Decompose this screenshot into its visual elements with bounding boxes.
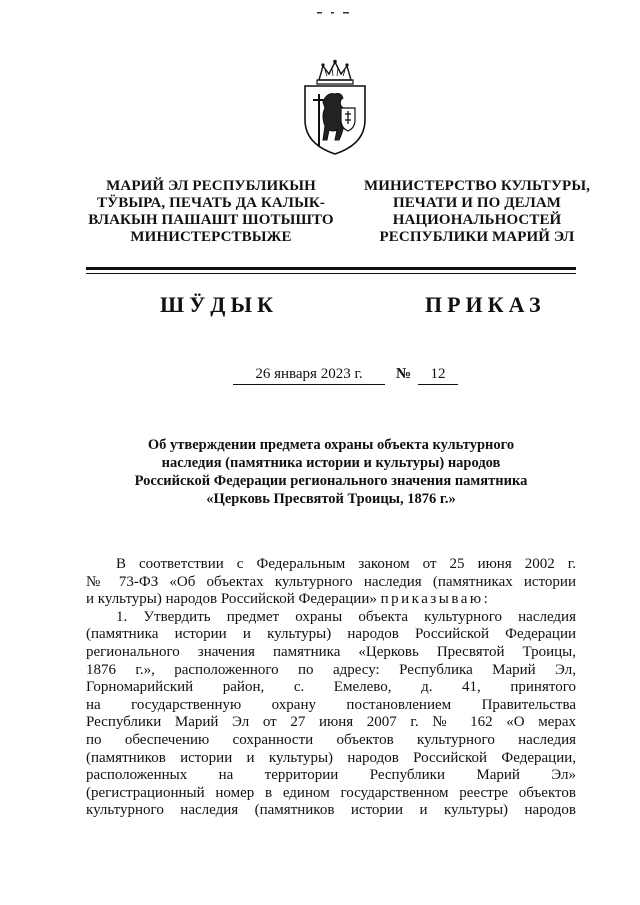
body-line: (памятников истории и культуры) народов Российской Федерации, bbox=[86, 749, 576, 766]
header-left-line: ВЛАКЫН ПАШАШТ ШОТЫШТО bbox=[88, 212, 334, 228]
header-right-line: НАЦИОНАЛЬНОСТЕЙ bbox=[392, 212, 562, 228]
scan-mark bbox=[313, 10, 357, 16]
body-line: Горномарийский район, с. Емелево, д. 41, принятого bbox=[86, 679, 576, 696]
doc-type-mari: ШӰДЫК bbox=[160, 292, 278, 317]
header-right-line: ПЕЧАТИ И ПО ДЕЛАМ bbox=[392, 195, 562, 211]
ministry-name-mari bbox=[86, 178, 336, 246]
order-body bbox=[86, 556, 576, 820]
header-right-line: МИНИСТЕРСТВО КУЛЬТУРЫ, bbox=[363, 178, 591, 194]
title-line: «Церковь Пресвятой Троицы, 1876 г.» bbox=[206, 491, 456, 507]
body-line: 1. Утвердить предмет охраны объекта культурного наследия bbox=[116, 608, 576, 625]
header-left-line: ТӰВЫРА, ПЕЧАТЬ ДА КАЛЫК- bbox=[97, 195, 325, 211]
spaced-word: приказываю bbox=[380, 591, 484, 608]
body-line: (памятника истории и культуры) народов Российской Федерации bbox=[86, 626, 576, 643]
header-right-line: РЕСПУБЛИКИ МАРИЙ ЭЛ bbox=[379, 229, 575, 245]
title-line: наследия (памятника истории и культуры) народов bbox=[161, 455, 501, 471]
ministry-name-russian bbox=[352, 178, 602, 246]
body-line: В соответствии с Федеральным законом от 25 июня 2002 г. bbox=[116, 556, 576, 572]
title-line: Об утверждении предмета охраны объекта культурного bbox=[147, 437, 515, 453]
order-title bbox=[86, 436, 576, 508]
body-line: регионального значения памятника «Церковь Пресвятой Троицы, bbox=[86, 643, 576, 660]
body-line: 1876 г.», расположенного по адресу: Республика Марий Эл, bbox=[86, 661, 576, 678]
title-line: Российской Федерации регионального значения памятника bbox=[134, 473, 528, 489]
header-divider-thin bbox=[86, 273, 576, 274]
body-line: по обеспечению сохранности объектов культурного наследия bbox=[86, 731, 576, 748]
body-text: и культуры) народов Российской Федерации» bbox=[86, 591, 377, 608]
body-line: расположенных на территории Республики Марий Эл» bbox=[86, 767, 576, 784]
body-line: культурного наследия (памятников истории и культуры) народов bbox=[86, 802, 576, 819]
body-line: (регистрационный номер в едином государственном реестре объектов bbox=[86, 784, 576, 801]
header-left-line: МИНИСТЕРСТВЫЖЕ bbox=[130, 229, 292, 245]
order-number: 12 bbox=[418, 366, 458, 385]
body-line-final bbox=[86, 591, 576, 609]
body-line: № 73-ФЗ «Об объектах культурного наследия (памятниках истории bbox=[86, 573, 576, 590]
number-sign: № bbox=[396, 366, 412, 382]
order-date: 26 января 2023 г. bbox=[233, 366, 385, 385]
body-line: на государственную охрану постановлением Правительства bbox=[86, 696, 576, 713]
header-divider-thick bbox=[86, 267, 576, 270]
colon: : bbox=[483, 591, 488, 608]
body-line: Республики Марий Эл от 27 июня 2007 г. № 162 «О мерах bbox=[86, 714, 576, 731]
doc-type-russian: ПРИКАЗ bbox=[425, 292, 546, 317]
header-left-line: МАРИЙ ЭЛ РЕСПУБЛИКЫН bbox=[106, 178, 316, 194]
coat-of-arms-icon bbox=[299, 58, 371, 158]
